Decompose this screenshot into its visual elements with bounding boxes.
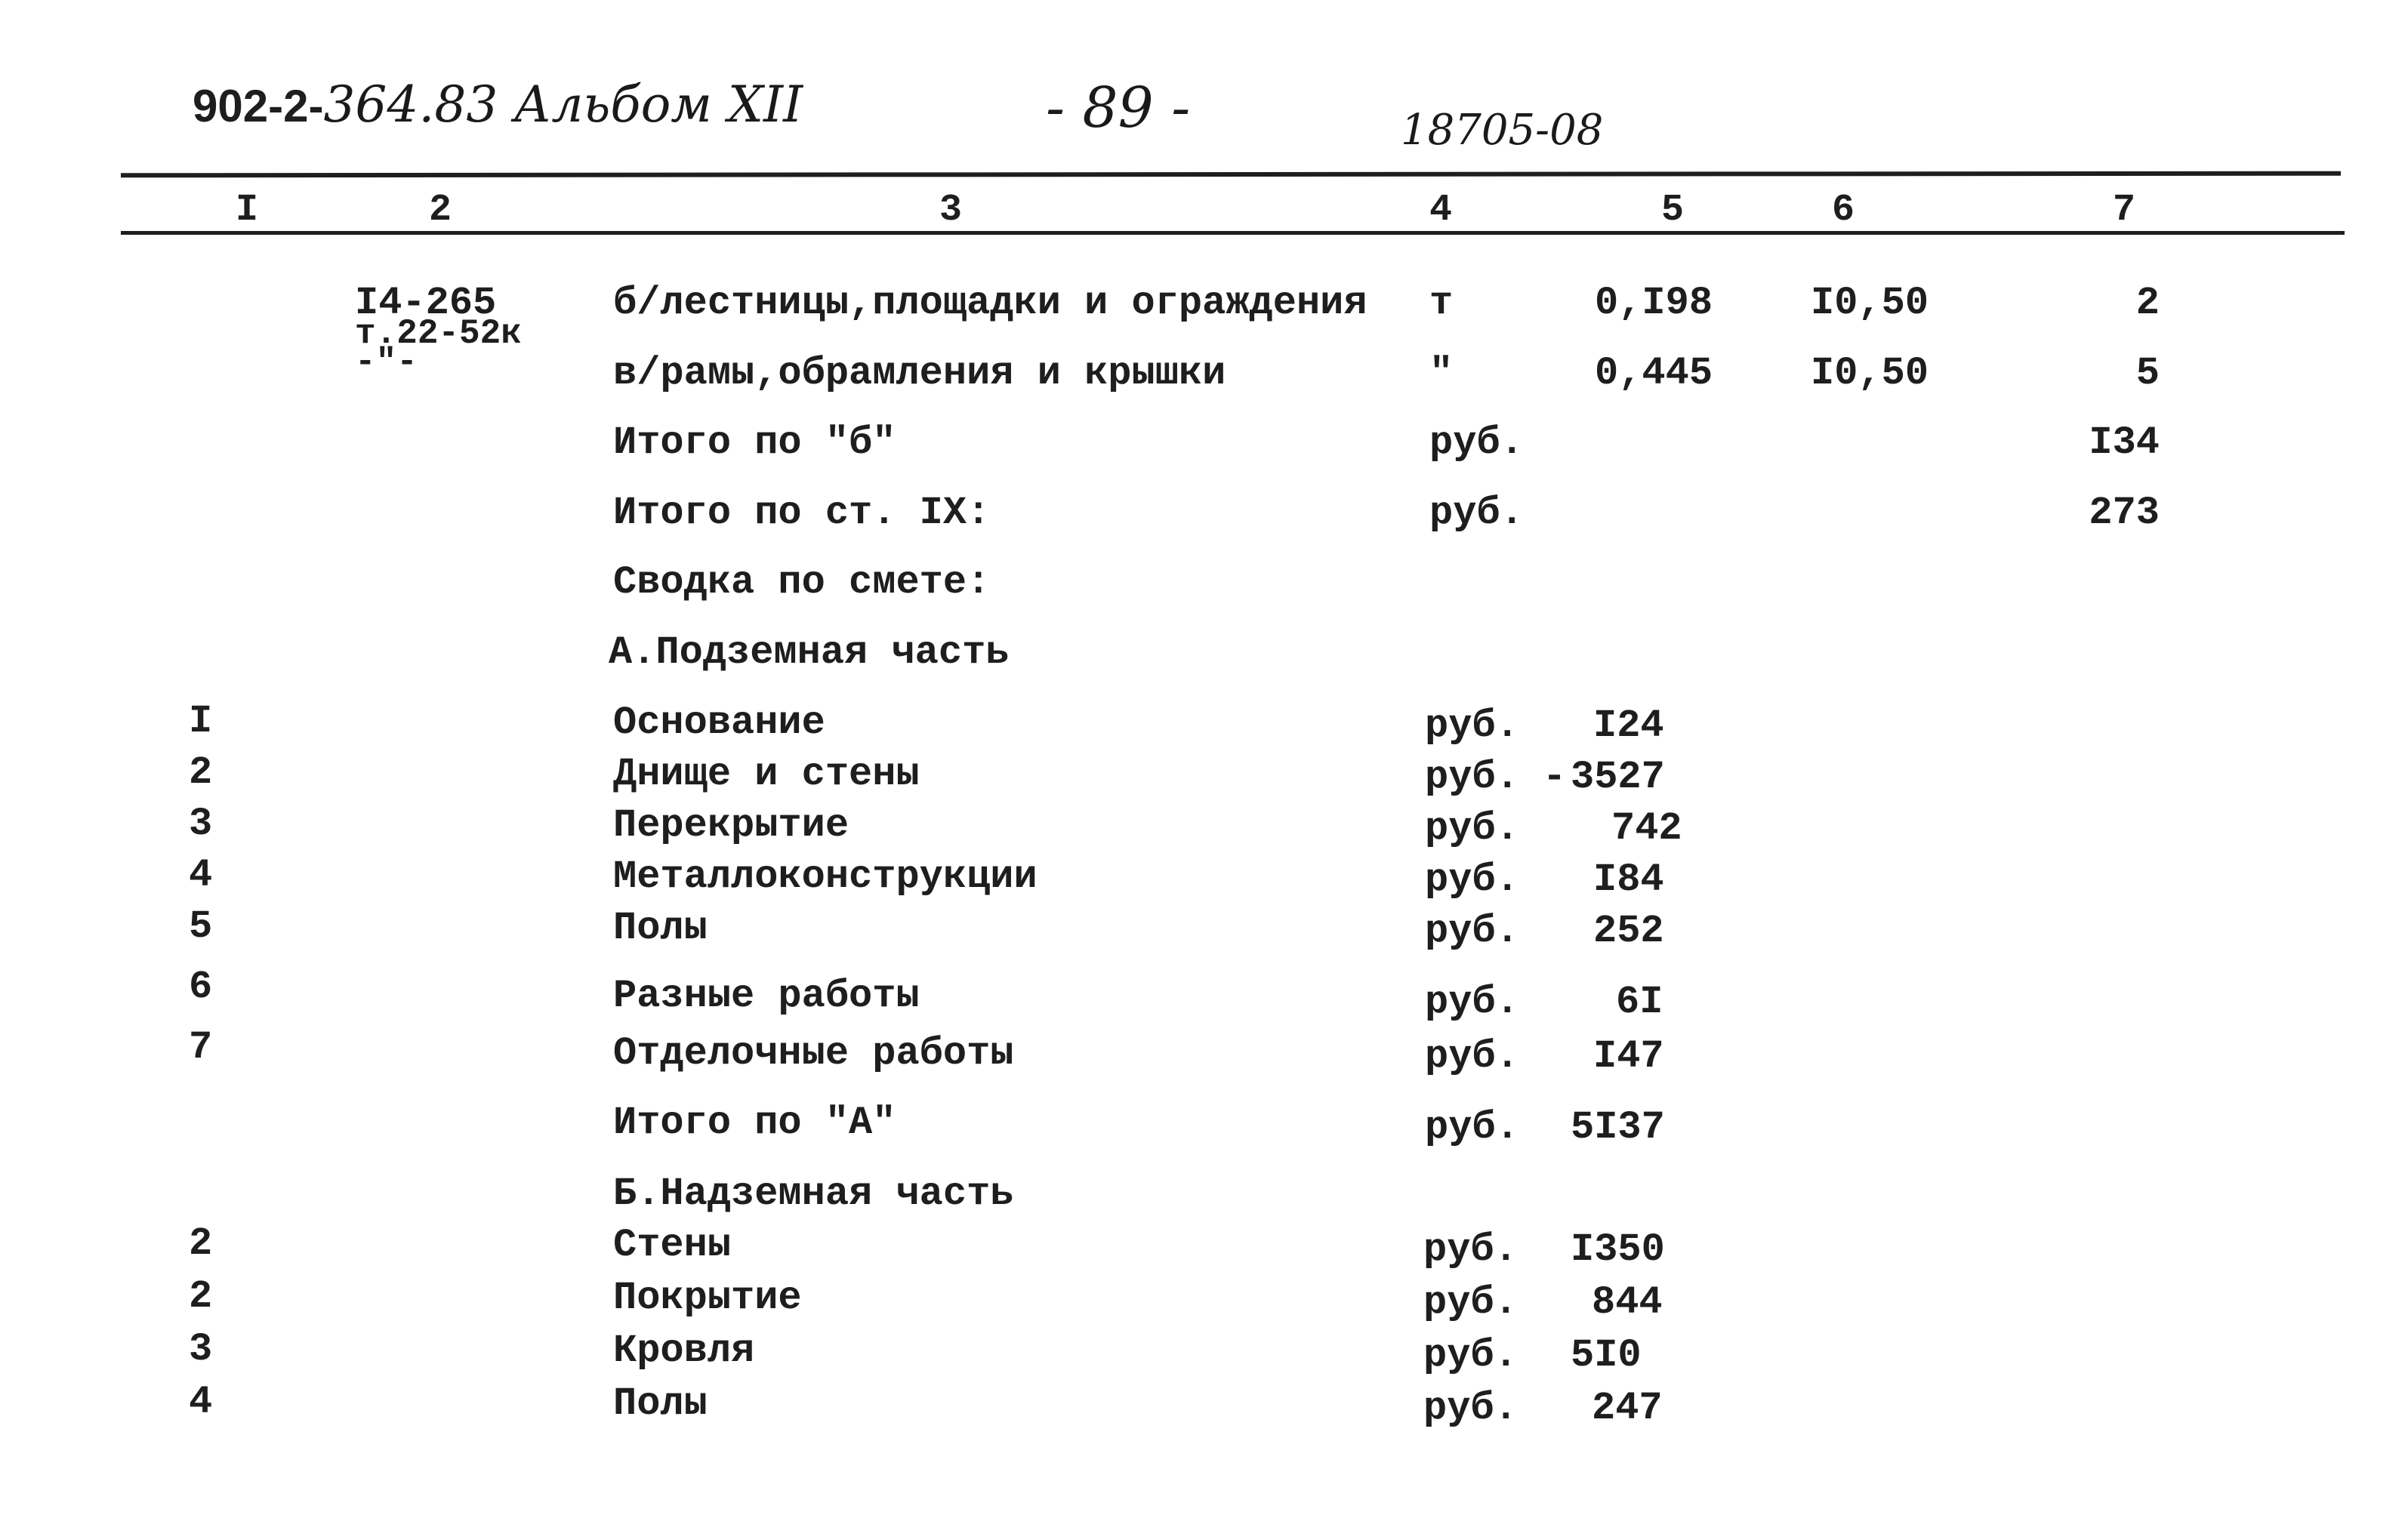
item-name: в/рамы,обрамления и крышки bbox=[613, 351, 1226, 396]
item-name: Основание bbox=[613, 701, 825, 745]
item-value: 6I bbox=[1616, 980, 1663, 1024]
item-unit: " bbox=[1429, 351, 1454, 396]
page-number: - 89 - bbox=[1046, 75, 1191, 140]
section-b-title: Б.Надземная часть bbox=[613, 1172, 1014, 1216]
item-value: 3527 bbox=[1571, 755, 1665, 799]
item-unit: руб. bbox=[1425, 980, 1519, 1024]
item-name: Днище и стены bbox=[613, 752, 920, 796]
subtotal-value: I34 bbox=[2089, 420, 2160, 465]
item-number: I bbox=[189, 699, 213, 744]
item-name: Отделочные работы bbox=[613, 1031, 1014, 1076]
summary-title: Сводка по смете: bbox=[613, 560, 991, 605]
total-unit: руб. bbox=[1429, 491, 1524, 535]
table-reference: т.22-52к bbox=[355, 314, 522, 353]
document-header bbox=[193, 75, 803, 134]
item-unit: руб. bbox=[1423, 1227, 1518, 1272]
item-unit: руб. bbox=[1425, 1034, 1519, 1079]
item-value: 252 bbox=[1593, 909, 1664, 953]
document-number: 18705-08 bbox=[1401, 106, 1604, 155]
ditto-mark: -"- bbox=[355, 343, 418, 382]
item-name: Перекрытие bbox=[613, 803, 849, 848]
item-unit: руб. bbox=[1425, 909, 1519, 953]
section-a-total-value: 5I37 bbox=[1571, 1105, 1665, 1150]
item-number: 7 bbox=[189, 1025, 213, 1070]
section-a-total-label: Итого по "А" bbox=[613, 1101, 896, 1145]
item-name: Покрытие bbox=[613, 1276, 802, 1320]
item-value: 844 bbox=[1592, 1280, 1663, 1325]
total-label: Итого по ст. IX: bbox=[613, 491, 991, 535]
item-name: Полы bbox=[613, 1381, 708, 1426]
item-unit: руб. bbox=[1423, 1280, 1518, 1325]
subtotal-unit: руб. bbox=[1429, 420, 1524, 465]
item-value: I24 bbox=[1593, 704, 1664, 748]
column-header-4: 4 bbox=[1429, 189, 1453, 232]
total-value: 273 bbox=[2089, 491, 2160, 535]
item-unit: руб. - bbox=[1425, 755, 1567, 799]
header-bottom-rule bbox=[121, 231, 2345, 235]
album-annotation: 364.83 Альбом XII bbox=[323, 75, 803, 134]
section-a-title: А.Подземная часть bbox=[609, 630, 1010, 675]
item-number: 3 bbox=[189, 1327, 213, 1372]
subtotal-label: Итого по "б" bbox=[613, 420, 896, 465]
item-number: 2 bbox=[189, 1221, 213, 1266]
document-code: 902-2- bbox=[193, 81, 324, 131]
item-quantity: 0,445 bbox=[1595, 351, 1713, 396]
item-value: 742 bbox=[1611, 806, 1682, 851]
item-unit: руб. bbox=[1425, 806, 1519, 851]
item-value: 5I0 bbox=[1571, 1333, 1642, 1378]
item-value: I350 bbox=[1571, 1227, 1665, 1272]
item-unit-price: I0,50 bbox=[1811, 281, 1929, 325]
item-number: 6 bbox=[189, 965, 213, 1009]
item-number: 2 bbox=[189, 1274, 213, 1319]
item-name: Кровля bbox=[613, 1329, 755, 1373]
header-top-rule bbox=[121, 171, 2341, 178]
column-header-5: 5 bbox=[1661, 189, 1685, 232]
item-unit: руб. bbox=[1425, 858, 1519, 902]
item-number: 2 bbox=[189, 750, 213, 795]
item-name: Стены bbox=[613, 1223, 732, 1267]
item-name: б/лестницы,площадки и ограждения bbox=[613, 281, 1367, 325]
item-number: 4 bbox=[189, 1380, 213, 1424]
item-number: 4 bbox=[189, 853, 213, 898]
item-value: I47 bbox=[1593, 1034, 1664, 1079]
column-header-1: I bbox=[236, 189, 259, 232]
item-unit-price: I0,50 bbox=[1811, 351, 1929, 396]
column-header-6: 6 bbox=[1832, 189, 1855, 232]
price-reference: I4-265 bbox=[355, 281, 497, 325]
item-number: 5 bbox=[189, 904, 213, 949]
item-name: Металлоконструкции bbox=[613, 854, 1038, 899]
column-header-2: 2 bbox=[429, 189, 452, 232]
item-total: 2 bbox=[2135, 281, 2160, 325]
item-number: 3 bbox=[189, 802, 213, 846]
item-unit: т bbox=[1429, 281, 1454, 325]
column-header-3: 3 bbox=[939, 189, 963, 232]
item-total: 5 bbox=[2135, 351, 2160, 396]
item-unit: руб. bbox=[1423, 1386, 1518, 1430]
item-name: Полы bbox=[613, 906, 708, 950]
item-unit: руб. bbox=[1423, 1333, 1518, 1378]
item-name: Разные работы bbox=[613, 974, 920, 1018]
item-value: 247 bbox=[1592, 1386, 1663, 1430]
item-unit: руб. bbox=[1425, 704, 1519, 748]
item-quantity: 0,I98 bbox=[1595, 281, 1713, 325]
column-header-7: 7 bbox=[2113, 189, 2136, 232]
item-value: I84 bbox=[1593, 858, 1664, 902]
section-a-total-unit: руб. bbox=[1425, 1105, 1519, 1150]
